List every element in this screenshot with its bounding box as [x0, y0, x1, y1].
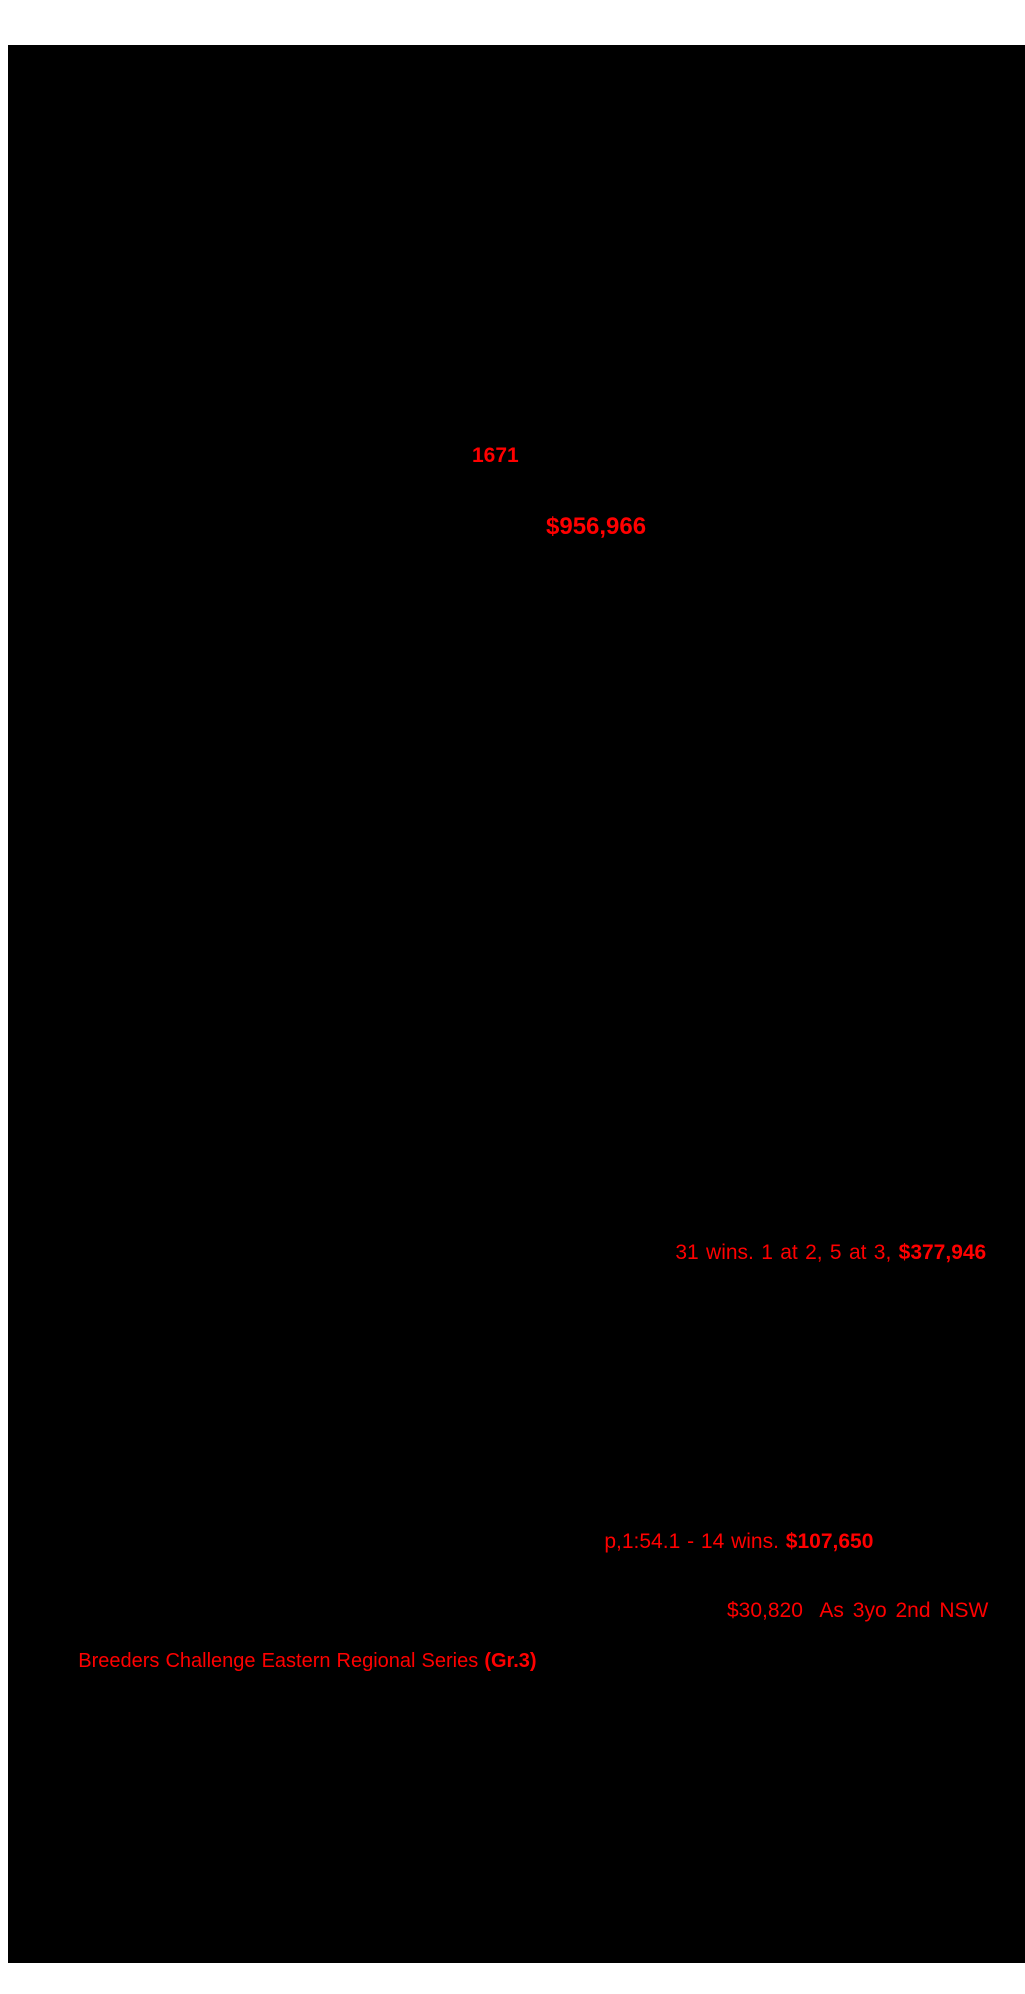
annotation-series-note-grade: (Gr.3) — [484, 1650, 537, 1672]
annotation-progeny-stats — [646, 1215, 986, 1291]
annotation-series-note — [54, 1625, 537, 1697]
annotation-sire-earnings: $956,966 — [546, 513, 647, 540]
annotation-race-record — [577, 1504, 873, 1580]
annotation-series-note-text: Breeders Challenge Eastern Regional Series — [78, 1650, 485, 1672]
annotation-progeny-stats-text: 31 wins. 1 at 2, 5 at 3, — [675, 1241, 899, 1265]
annotation-earnings-note: $30,820 As 3yo 2nd NSW — [727, 1599, 989, 1622]
annotation-foal-number: 1671 — [472, 444, 519, 467]
annotation-progeny-stats-amount: $377,946 — [898, 1241, 987, 1265]
annotation-race-record-amount: $107,650 — [785, 1530, 874, 1554]
annotation-race-record-text: p,1:54.1 - 14 wins. — [604, 1530, 786, 1554]
